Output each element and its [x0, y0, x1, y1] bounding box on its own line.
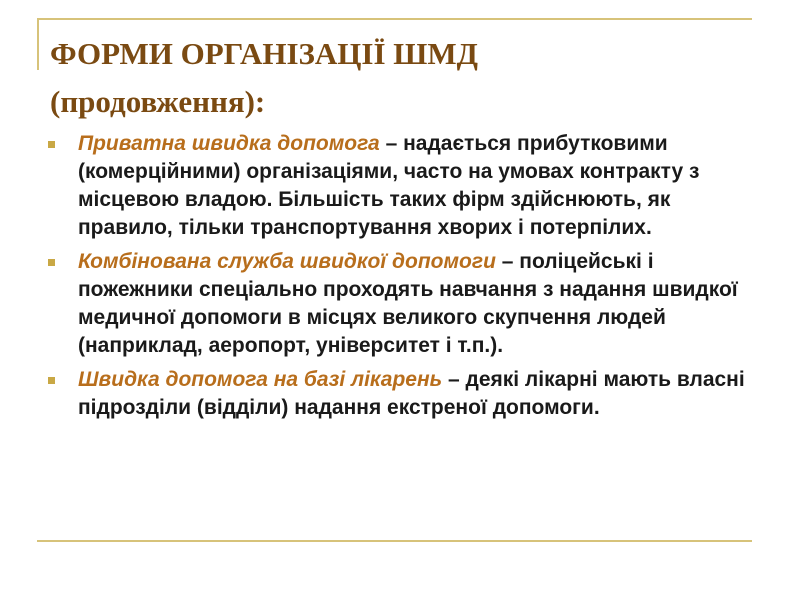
- list-item: [48, 248, 768, 360]
- square-bullet-icon: [48, 377, 55, 384]
- item-text: – поліцейські і пожежники спеціально проходять навчання з надання швидкої медичної допомоги в місцях великого скупчення людей (наприклад, аеропорт, університет і т.п.).: [78, 250, 738, 357]
- item-text: – деякі лікарні мають власні підрозділи (відділи) надання екстреної допомоги.: [78, 368, 745, 419]
- item-term: Приватна швидка допомога: [78, 132, 380, 155]
- bullet-list: [48, 130, 768, 428]
- slide-title: [50, 30, 750, 126]
- square-bullet-icon: [48, 141, 55, 148]
- list-item: [48, 366, 768, 422]
- slide-title-line2: (продовження):: [50, 84, 266, 119]
- bottom-rule: [37, 540, 752, 542]
- slide-title-line1: ФОРМИ ОРГАНІЗАЦІЇ ШМД: [50, 36, 478, 71]
- list-item: [48, 130, 768, 242]
- top-rule-tick: [37, 18, 39, 70]
- item-text: – надається прибутковими (комерційними) організаціями, часто на умовах контракту з місцевою владою. Більшість таких фірм здійснюють, як правило, тільки транспортування хворих і потерпілих.: [78, 132, 700, 239]
- square-bullet-icon: [48, 259, 55, 266]
- item-term: Комбінована служба швидкої допомоги: [78, 250, 496, 273]
- top-rule: [37, 18, 752, 20]
- item-term: Швидка допомога на базі лікарень: [78, 368, 443, 391]
